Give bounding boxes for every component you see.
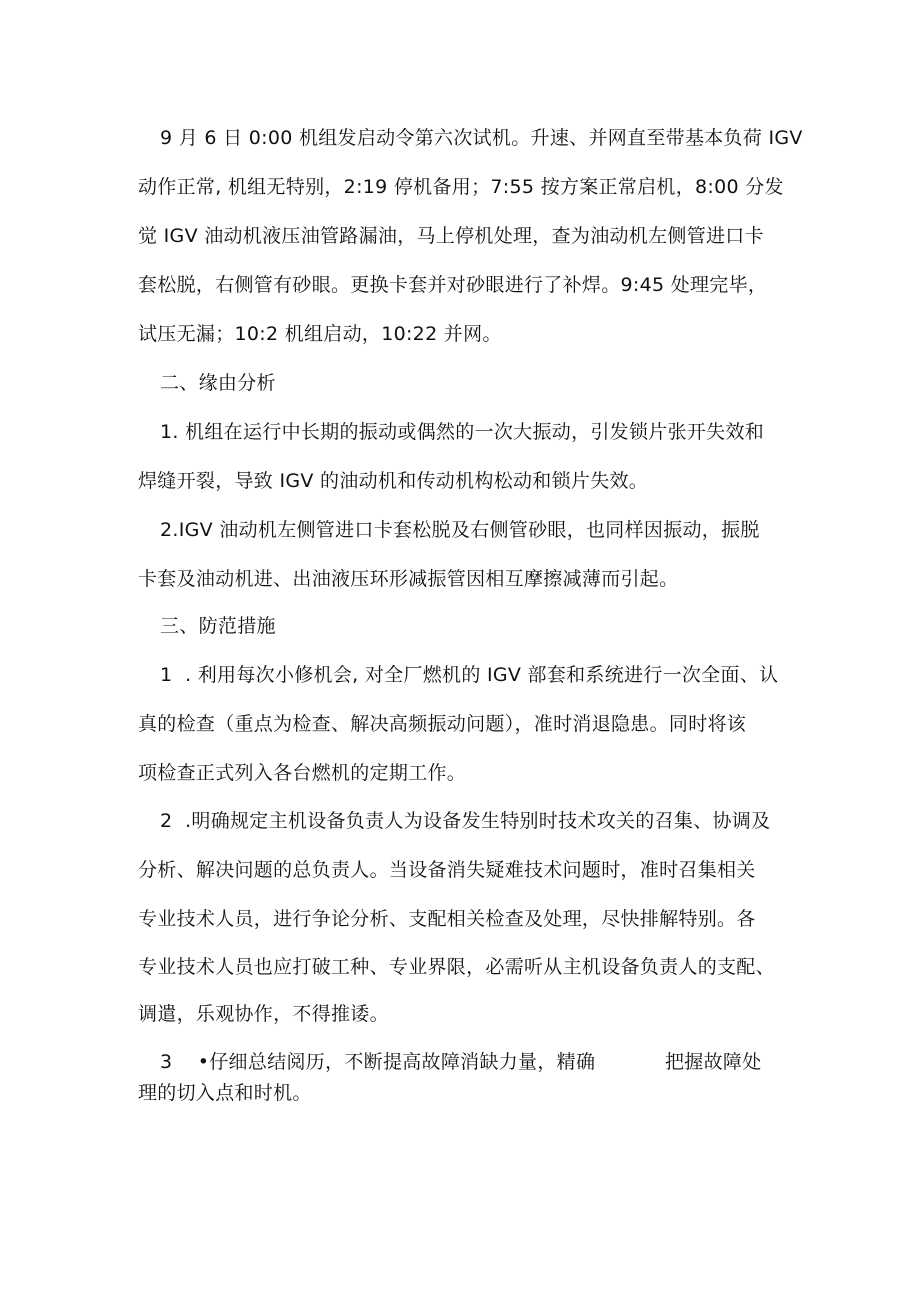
- paragraph-1-line-1: 9 月 6 日 0:00 机组发启动令第六次试机。升速、并网直至带基本负荷 IGV: [160, 127, 803, 149]
- measure-item-2-line-3: 专业技术人员，进行争论分析、支配相关检查及处理，尽快排解特别。各: [138, 908, 756, 930]
- section-heading-cause-analysis: 二、缘由分析: [160, 372, 276, 394]
- section-heading-preventive-measures: 三、防范措施: [160, 615, 276, 637]
- paragraph-1-line-5: 试压无漏；10:2 机组启动，10:22 并网。: [138, 323, 502, 345]
- cause-item-1-line-2: 焊缝开裂，导致 IGV 的油动机和传动机构松动和锁片失效。: [138, 470, 649, 492]
- measure-item-1-line-3: 项检查正式列入各台燃机的定期工作。: [138, 762, 467, 784]
- cause-item-2-line-1: 2.IGV 油动机左侧管进口卡套松脱及右侧管砂眼，也同样因振动，振脱: [160, 519, 760, 541]
- measure-item-3-line-1: 3 •仔细总结阅历，不断提高故障消缺力量，精确 把握故障处: [160, 1051, 762, 1073]
- measure-item-3-line-2: 理的切入点和时机。: [138, 1082, 312, 1104]
- paragraph-1-line-4: 套松脱，右侧管有砂眼。更换卡套并对砂眼进行了补焊。9:45 处理完毕，: [138, 274, 768, 296]
- paragraph-1-line-2: 动作正常, 机组无特别，2:19 停机备用；7:55 按方案正常启机，8:00 分发: [138, 176, 784, 198]
- measure-item-1-line-2: 真的检查（重点为检查、解决高频振动问题），准时消退隐患。同时将该: [138, 713, 747, 735]
- paragraph-1-line-3: 觉 IGV 油动机液压油管路漏油，马上停机处理，查为油动机左侧管进口卡: [138, 225, 764, 247]
- measure-item-2-line-5: 调遣，乐观协作，不得推诿。: [138, 1003, 389, 1025]
- measure-item-2-line-1: 2 .明确规定主机设备负责人为设备发生特别时技术攻关的召集、协调及: [160, 810, 771, 832]
- measure-item-2-line-2: 分析、解决问题的总负责人。当设备消失疑难技术问题时，准时召集相关: [138, 859, 756, 881]
- measure-item-2-line-4: 专业技术人员也应打破工种、专业界限，必需听从主机设备负责人的支配、: [138, 956, 775, 978]
- cause-item-2-line-2: 卡套及油动机进、出油液压环形减振管因相互摩擦减薄而引起。: [138, 568, 679, 590]
- measure-item-1-line-1: 1 . 利用每次小修机会, 对全厂燃机的 IGV 部套和系统进行一次全面、认: [160, 664, 779, 686]
- cause-item-1-line-1: 1. 机组在运行中长期的振动或偶然的一次大振动，引发锁片张开失效和: [160, 421, 765, 443]
